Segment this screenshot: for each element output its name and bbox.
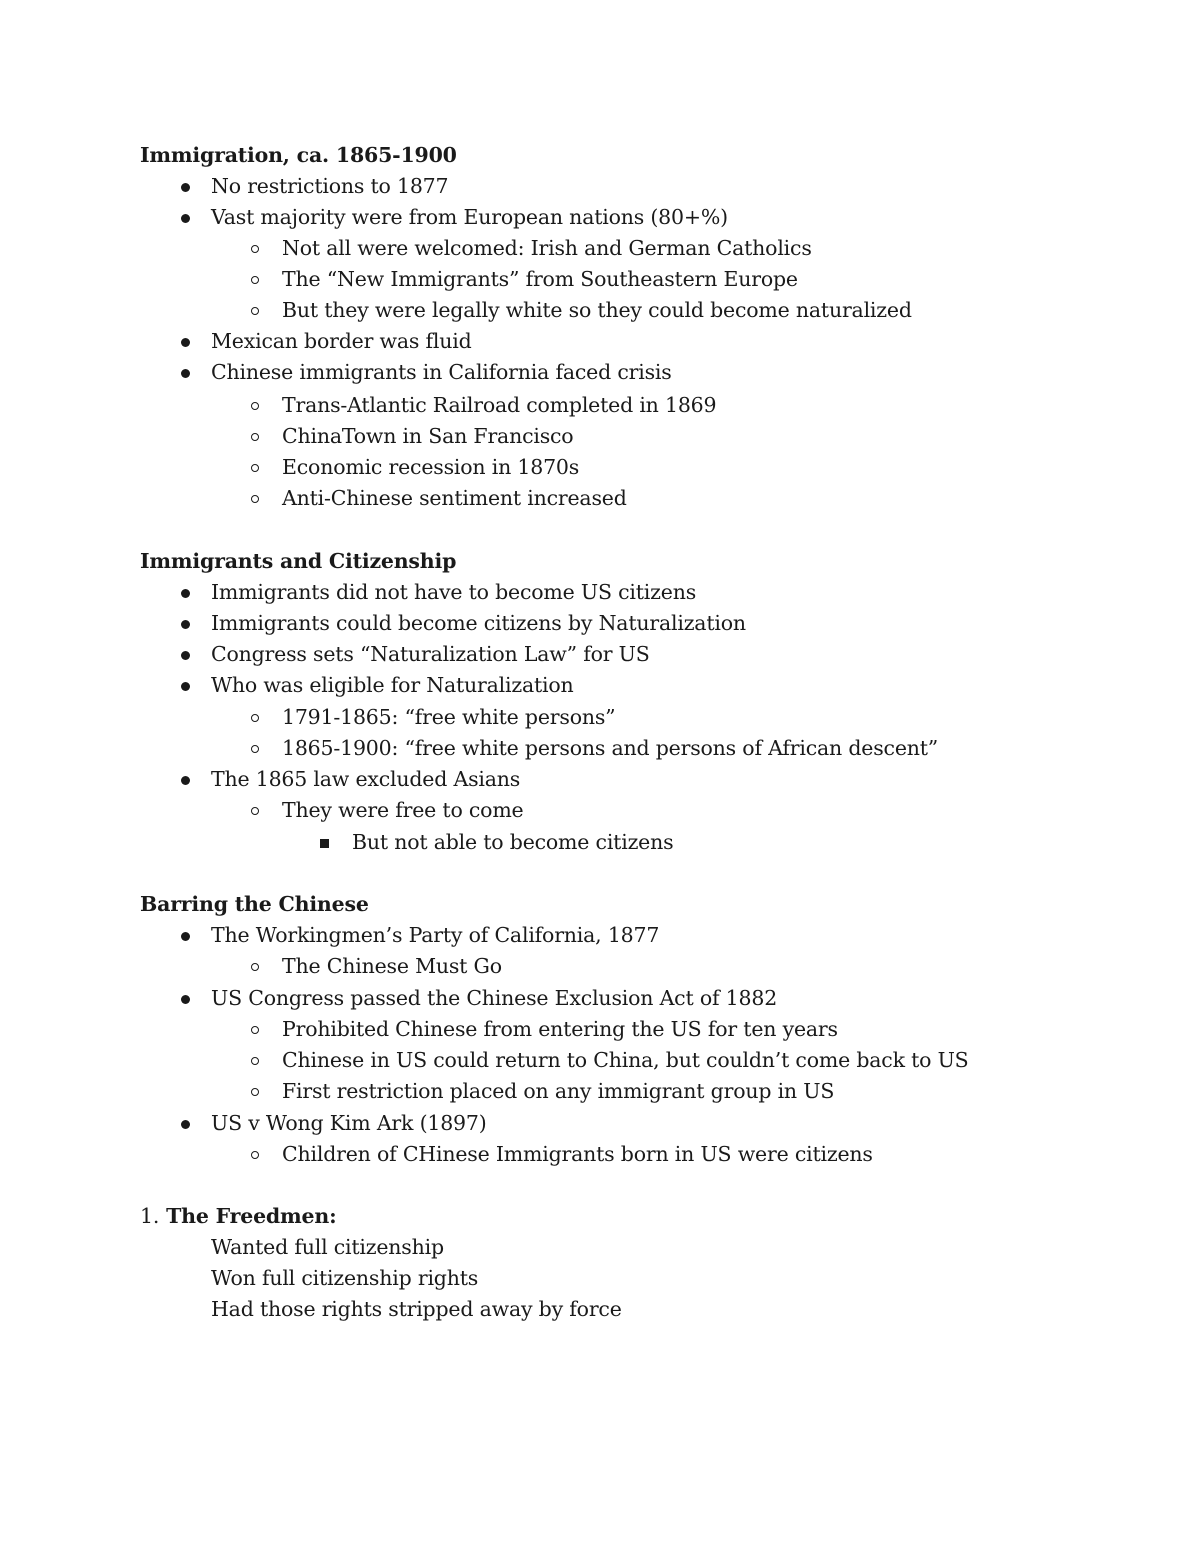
bullet-item	[211, 1108, 487, 1139]
bullet-text: But they were legally white so they could become naturalized	[282, 298, 912, 322]
hollow-bullet-icon	[251, 402, 259, 410]
sub-bullet-item	[282, 295, 912, 326]
sub-bullet-item	[282, 1045, 969, 1076]
sub-bullet-item	[282, 951, 502, 982]
bullet-item	[211, 639, 650, 670]
hollow-bullet-icon	[251, 1057, 259, 1065]
bullet-text: They were free to come	[282, 798, 524, 822]
bullet-text: Children of CHinese Immigrants born in US were citizens	[282, 1142, 873, 1166]
hollow-bullet-icon	[251, 1026, 259, 1034]
bullet-text: Anti-Chinese sentiment increased	[282, 486, 627, 510]
bullet-text: Prohibited Chinese from entering the US for ten years	[282, 1017, 838, 1041]
sub-bullet-item	[282, 264, 798, 295]
sub-sub-bullet-item	[352, 827, 673, 858]
sub-bullet-item	[282, 1076, 834, 1107]
bullet-item	[211, 326, 472, 357]
section-heading-citizenship: Immigrants and Citizenship	[140, 549, 457, 573]
bullet-text: First restriction placed on any immigrant group in US	[282, 1079, 835, 1103]
bullet-item	[211, 764, 520, 795]
sub-bullet-item	[282, 233, 812, 264]
sub-bullet-item	[282, 1014, 838, 1045]
bullet-text: 1865-1900: “free white persons and persons of African descent”	[282, 736, 939, 760]
filled-bullet-icon	[181, 338, 190, 347]
bullet-item	[211, 357, 672, 388]
sub-bullet-item	[282, 390, 716, 421]
bullet-item	[211, 670, 574, 701]
indented-line: Won full citizenship rights	[211, 1266, 479, 1290]
indented-line: Wanted full citizenship	[211, 1235, 444, 1259]
sub-bullet-item	[282, 452, 579, 483]
bullet-text: Chinese immigrants in California faced crisis	[211, 360, 672, 384]
bullet-text: US v Wong Kim Ark (1897)	[211, 1111, 487, 1135]
bullet-text: The “New Immigrants” from Southeastern Europe	[282, 267, 798, 291]
bullet-item	[211, 608, 746, 639]
filled-bullet-icon	[181, 620, 190, 629]
hollow-bullet-icon	[251, 807, 259, 815]
bullet-item	[211, 171, 448, 202]
section-heading-freedmen	[140, 1201, 336, 1232]
section-number: 1.	[140, 1204, 160, 1228]
hollow-bullet-icon	[251, 495, 259, 503]
hollow-bullet-icon	[251, 464, 259, 472]
sub-bullet-item	[282, 1139, 873, 1170]
sub-bullet-item	[282, 483, 627, 514]
filled-bullet-icon	[181, 776, 190, 785]
bullet-text: Congress sets “Naturalization Law” for US	[211, 642, 650, 666]
bullet-text: Mexican border was fluid	[211, 329, 472, 353]
bullet-text: Immigrants could become citizens by Naturalization	[211, 611, 746, 635]
section-heading-immigration: Immigration, ca. 1865-1900	[140, 143, 457, 167]
bullet-item	[211, 920, 659, 951]
hollow-bullet-icon	[251, 745, 259, 753]
filled-bullet-icon	[181, 589, 190, 598]
bullet-item	[211, 202, 728, 233]
bullet-text: 1791-1865: “free white persons”	[282, 705, 616, 729]
bullet-item	[211, 983, 777, 1014]
bullet-text: The 1865 law excluded Asians	[211, 767, 521, 791]
filled-bullet-icon	[181, 183, 190, 192]
bullet-text: Chinese in US could return to China, but couldn’t come back to US	[282, 1048, 969, 1072]
filled-bullet-icon	[181, 932, 190, 941]
bullet-text: Not all were welcomed: Irish and German Catholics	[282, 236, 812, 260]
sub-bullet-item	[282, 702, 615, 733]
filled-bullet-icon	[181, 651, 190, 660]
bullet-text: ChinaTown in San Francisco	[282, 424, 574, 448]
sub-bullet-item	[282, 733, 938, 764]
bullet-text: Who was eligible for Naturalization	[211, 673, 574, 697]
hollow-bullet-icon	[251, 1151, 259, 1159]
hollow-bullet-icon	[251, 276, 259, 284]
square-bullet-icon	[320, 839, 329, 848]
bullet-text: Vast majority were from European nations (80+%)	[211, 205, 728, 229]
filled-bullet-icon	[181, 1120, 190, 1129]
sub-bullet-item	[282, 795, 524, 826]
bullet-text: Economic recession in 1870s	[282, 455, 580, 479]
bullet-item	[211, 577, 696, 608]
hollow-bullet-icon	[251, 307, 259, 315]
hollow-bullet-icon	[251, 714, 259, 722]
bullet-text: No restrictions to 1877	[211, 174, 449, 198]
sub-bullet-item	[282, 421, 573, 452]
filled-bullet-icon	[181, 214, 190, 223]
bullet-text: Trans-Atlantic Railroad completed in 1869	[282, 393, 717, 417]
filled-bullet-icon	[181, 682, 190, 691]
section-heading-barring: Barring the Chinese	[140, 892, 369, 916]
hollow-bullet-icon	[251, 1088, 259, 1096]
hollow-bullet-icon	[251, 245, 259, 253]
bullet-text: The Workingmen’s Party of California, 1877	[211, 923, 660, 947]
bullet-text: But not able to become citizens	[352, 830, 674, 854]
hollow-bullet-icon	[251, 433, 259, 441]
hollow-bullet-icon	[251, 963, 259, 971]
filled-bullet-icon	[181, 369, 190, 378]
indented-line: Had those rights stripped away by force	[211, 1297, 622, 1321]
bullet-text: US Congress passed the Chinese Exclusion Act of 1882	[211, 986, 778, 1010]
bullet-text: The Chinese Must Go	[282, 954, 502, 978]
bullet-text: Immigrants did not have to become US citizens	[211, 580, 697, 604]
filled-bullet-icon	[181, 995, 190, 1004]
section-heading-text: The Freedmen:	[166, 1204, 337, 1228]
